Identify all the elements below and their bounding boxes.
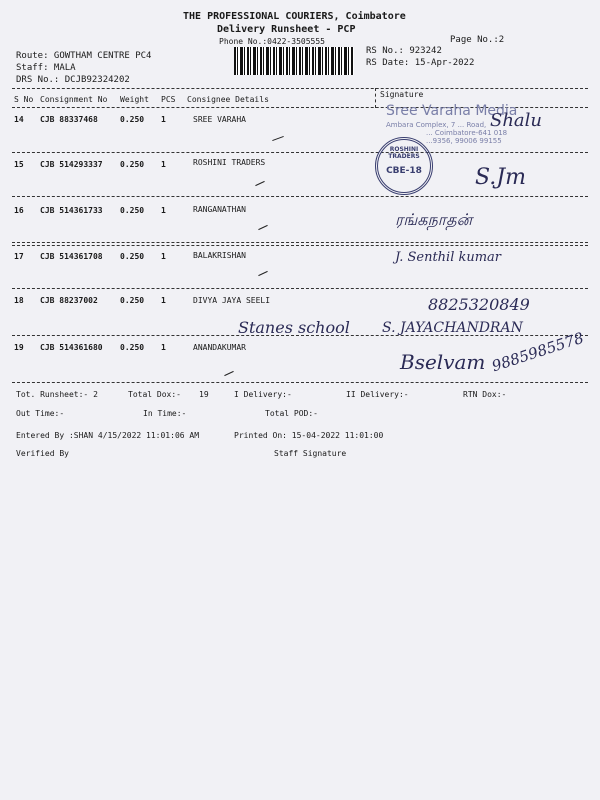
circle-stamp-code: CBE-18 — [386, 166, 422, 176]
row-consignee: BALAKRISHAN — [193, 251, 246, 260]
tot-runsheet: Tot. Runsheet:- 2 — [16, 390, 98, 399]
page-number: Page No.:2 — [450, 35, 505, 45]
verified-by: Verified By — [16, 449, 69, 458]
sheet-title: Delivery Runsheet - PCP — [217, 24, 356, 35]
row-weight: 0.250 — [120, 252, 145, 261]
rs-number: RS No.: 923242 — [366, 46, 442, 56]
row-weight: 0.250 — [120, 206, 145, 215]
row-sno: 17 — [14, 252, 24, 261]
table-top-rule — [12, 88, 588, 89]
company-name: THE PROFESSIONAL COURIERS, Coimbatore — [183, 11, 406, 22]
row-weight: 0.250 — [120, 160, 145, 169]
row-separator — [12, 245, 588, 246]
stamp-phone: ...9356, 99006 99155 — [426, 137, 502, 145]
stamp-address: Ambara Complex, 7 ... Road, — [386, 121, 487, 129]
col-consignee: Consignee Details — [187, 95, 269, 104]
signature-column-rule — [375, 88, 376, 108]
printed-on: Printed On: 15-04-2022 11:01:00 — [234, 431, 384, 440]
row-consignee: DIVYA JAYA SEELI — [193, 296, 271, 305]
signature-row-19-phone: 9885985578 — [489, 328, 586, 376]
phone-number: Phone No.:0422-3505555 — [219, 37, 325, 46]
row-separator — [12, 196, 588, 197]
row-consignment: CJB 514361708 — [40, 252, 103, 261]
row-sno: 15 — [14, 160, 24, 169]
signature-row-17: J. Senthil kumar — [395, 250, 502, 265]
signature-row-15: S.Jm — [475, 165, 526, 190]
drs-number: DRS No.: DCJB92324202 — [16, 75, 130, 85]
entered-by: Entered By :SHAN 4/15/2022 11:01:06 AM — [16, 431, 200, 440]
row-pcs: 1 — [161, 160, 166, 169]
row-consignee: ROSHINI TRADERS — [193, 158, 266, 167]
row-pcs: 1 — [161, 115, 166, 124]
route-label: Route: GOWTHAM CENTRE PC4 — [16, 51, 152, 61]
row-consignee: SREE VARAHA — [193, 115, 246, 124]
row-consignment: CJB 88337468 — [40, 115, 98, 124]
row-consignment: CJB 514361680 — [40, 343, 103, 352]
row-weight: 0.250 — [120, 115, 145, 124]
pen-mark — [272, 136, 284, 141]
stamp-city: ... Coimbatore-641 018 — [426, 129, 508, 137]
total-pod: Total POD:- — [265, 409, 318, 418]
signature-row-18-name: S. JAYACHANDRAN — [382, 320, 523, 336]
signature-row-18-phone: 8825320849 — [428, 295, 530, 314]
row-separator — [12, 242, 588, 243]
row-weight: 0.250 — [120, 343, 145, 352]
signature-row-18-note: Stanes school — [238, 318, 350, 337]
barcode — [234, 47, 354, 75]
staff-signature: Staff Signature — [274, 449, 347, 458]
row-sno: 14 — [14, 115, 24, 124]
table-bottom-rule — [12, 382, 588, 383]
row-pcs: 1 — [161, 296, 166, 305]
circle-stamp-text: ROSHINI TRADERS — [388, 146, 420, 160]
col-signature: Signature — [380, 90, 424, 99]
row-sno: 16 — [14, 206, 24, 215]
row-sno: 19 — [14, 343, 24, 352]
row-separator — [12, 152, 588, 153]
circle-stamp — [375, 137, 433, 195]
row-pcs: 1 — [161, 343, 166, 352]
row-consignee: ANANDAKUMAR — [193, 343, 246, 352]
pen-mark — [224, 371, 233, 376]
stamp-name: Sree Varaha Media — [386, 103, 518, 119]
pen-mark — [255, 181, 264, 186]
ii-delivery: II Delivery:- — [346, 390, 409, 399]
row-consignee: RANGANATHAN — [193, 205, 246, 214]
row-pcs: 1 — [161, 206, 166, 215]
row-sno: 18 — [14, 296, 24, 305]
row-separator — [12, 288, 588, 289]
col-consignment: Consignment No — [40, 95, 108, 104]
pen-mark — [258, 225, 267, 230]
signature-row-19-name: Bselvam — [400, 350, 486, 374]
total-dox-label: Total Dox:- — [128, 390, 181, 399]
col-sno: S No — [14, 95, 34, 104]
pen-mark — [258, 271, 267, 276]
col-pcs: PCS — [161, 95, 176, 104]
staff-label: Staff: MALA — [16, 63, 76, 73]
row-pcs: 1 — [161, 252, 166, 261]
rtn-dox: RTN Dox:- — [463, 390, 507, 399]
row-consignment: CJB 88237002 — [40, 296, 98, 305]
i-delivery: I Delivery:- — [234, 390, 292, 399]
total-dox-value: 19 — [199, 390, 209, 399]
row-consignment: CJB 514361733 — [40, 206, 103, 215]
signature-row-16: ரங்கநாதன் — [395, 210, 473, 229]
row-weight: 0.250 — [120, 296, 145, 305]
rs-date: RS Date: 15-Apr-2022 — [366, 58, 475, 68]
signature-row-14: Shalu — [490, 110, 543, 131]
col-weight: Weight — [120, 95, 149, 104]
row-consignment: CJB 514293337 — [40, 160, 103, 169]
in-time: In Time:- — [143, 409, 187, 418]
out-time: Out Time:- — [16, 409, 65, 418]
